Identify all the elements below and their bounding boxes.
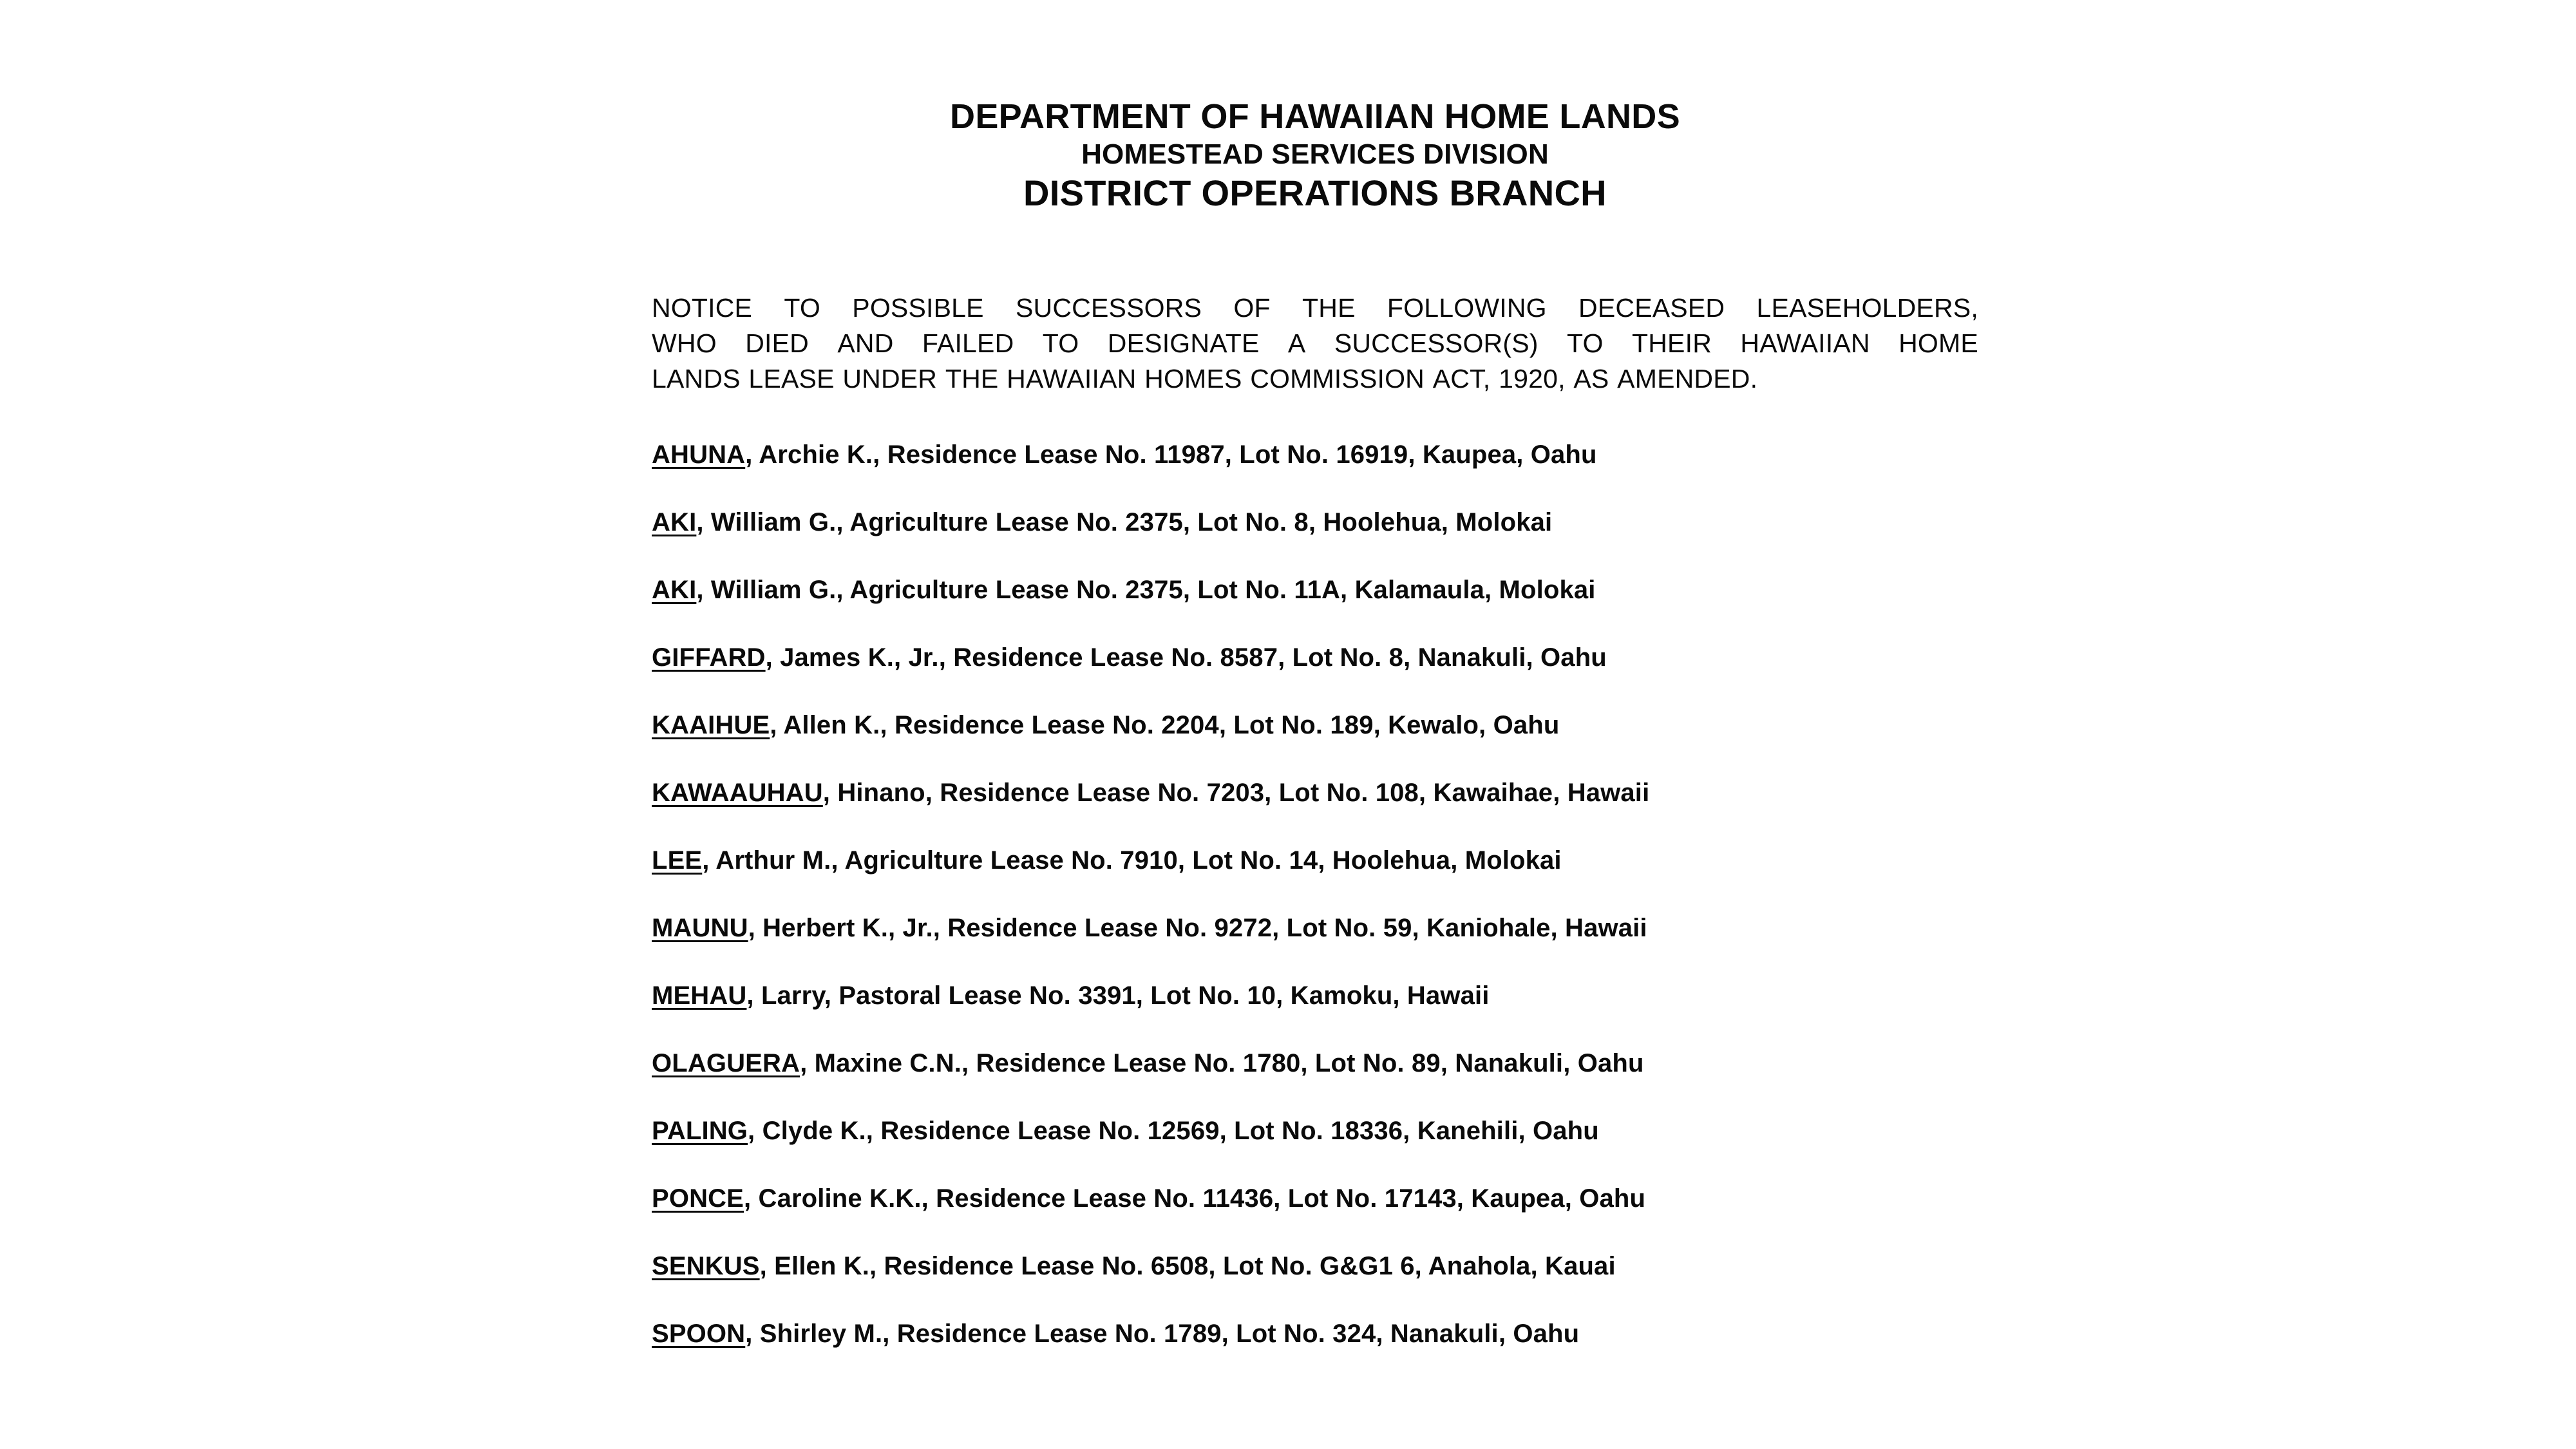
entry-details: , Arthur M., Agriculture Lease No. 7910, Lot No. 14, Hoolehua, Molokai <box>702 846 1562 875</box>
notice-word: COMMISSION <box>1250 364 1425 394</box>
notice-word: AND <box>837 328 894 359</box>
leaseholder-entry <box>652 712 1978 756</box>
entry-details: , Clyde K., Residence Lease No. 12569, Lot No. 18336, Kanehili, Oahu <box>748 1117 1599 1146</box>
entry-surname: GIFFARD <box>652 643 766 672</box>
entry-details: , Hinano, Residence Lease No. 7203, Lot No. 108, Kawaihae, Hawaii <box>822 779 1650 808</box>
entry-surname: MAUNU <box>652 914 748 943</box>
leaseholder-entry <box>652 1253 1978 1297</box>
entry-surname: AKI <box>652 576 697 605</box>
notice-paragraph <box>652 290 1978 397</box>
notice-word: AS <box>1573 364 1609 394</box>
notice-word: WHO <box>652 328 717 359</box>
entry-surname: AKI <box>652 508 697 537</box>
leaseholder-entry <box>652 1321 1978 1365</box>
notice-word: HAWAIIAN <box>1740 328 1870 359</box>
notice-word: LEASE <box>748 364 835 394</box>
notice-word: FAILED <box>922 328 1014 359</box>
leaseholder-entry <box>652 577 1978 621</box>
leaseholder-entry <box>652 1186 1978 1229</box>
notice-word: THEIR <box>1632 328 1712 359</box>
notice-word: DECEASED <box>1578 293 1725 323</box>
entry-details: , William G., Agriculture Lease No. 2375, Lot No. 8, Hoolehua, Molokai <box>696 508 1553 537</box>
notice-word: NOTICE <box>652 293 753 323</box>
notice-line-1 <box>652 290 1978 326</box>
entry-details: , Shirley M., Residence Lease No. 1789, Lot No. 324, Nanakuli, Oahu <box>745 1320 1580 1349</box>
leaseholder-entry <box>652 645 1978 688</box>
notice-word: ACT, <box>1432 364 1491 394</box>
entry-details: , Caroline K.K., Residence Lease No. 11436, Lot No. 17143, Kaupea, Oahu <box>744 1184 1646 1213</box>
entry-details: , Larry, Pastoral Lease No. 3391, Lot No. 10, Kamoku, Hawaii <box>746 981 1490 1010</box>
notice-word: 1920, <box>1499 364 1566 394</box>
entry-details: , William G., Agriculture Lease No. 2375, Lot No. 11A, Kalamaula, Molokai <box>696 576 1596 605</box>
division-title: HOMESTEAD SERVICES DIVISION <box>1081 138 1549 170</box>
notice-word: OF <box>1233 293 1271 323</box>
leaseholder-entry <box>652 848 1978 891</box>
notice-word: LEASEHOLDERS, <box>1756 293 1978 323</box>
branch-title: DISTRICT OPERATIONS BRANCH <box>1023 173 1607 214</box>
entry-surname: OLAGUERA <box>652 1049 800 1078</box>
notice-word: THE <box>1302 293 1356 323</box>
notice-word: TO <box>1567 328 1604 359</box>
leaseholder-entry-list <box>652 442 1978 1365</box>
notice-word: LANDS <box>652 364 741 394</box>
entry-surname: SPOON <box>652 1320 746 1349</box>
notice-word: TO <box>784 293 820 323</box>
entry-surname: KAAIHUE <box>652 711 770 740</box>
leaseholder-entry <box>652 1118 1978 1162</box>
notice-line-2 <box>652 326 1978 361</box>
notice-word: UNDER <box>842 364 938 394</box>
entry-surname: LEE <box>652 846 703 875</box>
leaseholder-entry <box>652 442 1978 486</box>
entry-details: , Herbert K., Jr., Residence Lease No. 9272, Lot No. 59, Kaniohale, Hawaii <box>748 914 1647 943</box>
entry-surname: KAWAAUHAU <box>652 779 823 808</box>
entry-details: , Maxine C.N., Residence Lease No. 1780, Lot No. 89, Nanakuli, Oahu <box>800 1049 1644 1078</box>
notice-word: FOLLOWING <box>1387 293 1547 323</box>
entry-details: , Archie K., Residence Lease No. 11987, Lot No. 16919, Kaupea, Oahu <box>745 440 1597 469</box>
entry-surname: PONCE <box>652 1184 744 1213</box>
leaseholder-entry <box>652 915 1978 959</box>
notice-word: POSSIBLE <box>852 293 984 323</box>
entry-details: , Allen K., Residence Lease No. 2204, Lot No. 189, Kewalo, Oahu <box>770 711 1560 740</box>
notice-word: AMENDED. <box>1617 364 1758 394</box>
notice-word: DESIGNATE <box>1107 328 1260 359</box>
notice-word: A <box>1287 328 1306 359</box>
entry-surname: AHUNA <box>652 440 746 469</box>
notice-word: HOMES <box>1144 364 1242 394</box>
entry-surname: PALING <box>652 1117 748 1146</box>
leaseholder-entry <box>652 780 1978 824</box>
entry-details: , Ellen K., Residence Lease No. 6508, Lot No. G&G1 6, Anahola, Kauai <box>759 1252 1616 1281</box>
notice-word: HAWAIIAN <box>1007 364 1137 394</box>
notice-word: SUCCESSORS <box>1016 293 1202 323</box>
leaseholder-entry <box>652 1050 1978 1094</box>
notice-word: TO <box>1042 328 1079 359</box>
entry-surname: SENKUS <box>652 1252 760 1281</box>
notice-word: THE <box>945 364 999 394</box>
entry-surname: MEHAU <box>652 981 747 1010</box>
leaseholder-entry <box>652 509 1978 553</box>
notice-word: HOME <box>1899 328 1978 359</box>
notice-line-3 <box>652 361 1978 397</box>
document-content <box>652 97 1978 1365</box>
document-header <box>652 97 1978 214</box>
entry-details: , James K., Jr., Residence Lease No. 8587, Lot No. 8, Nanakuli, Oahu <box>765 643 1607 672</box>
agency-title: DEPARTMENT OF HAWAIIAN HOME LANDS <box>950 97 1680 136</box>
notice-word: DIED <box>745 328 809 359</box>
leaseholder-entry <box>652 983 1978 1027</box>
notice-word: SUCCESSOR(S) <box>1334 328 1539 359</box>
